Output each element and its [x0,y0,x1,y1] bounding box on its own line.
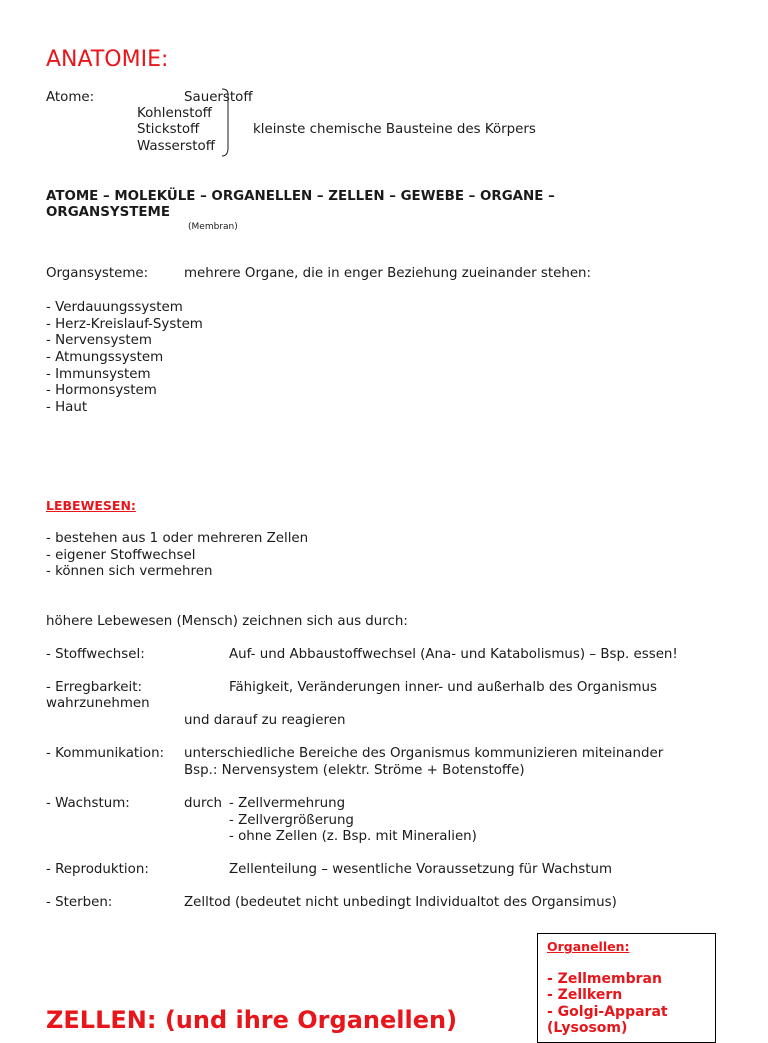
organsysteme-description: mehrere Organe, die in enger Beziehung zueinander stehen: [184,266,592,281]
atome-item-sauerstoff: Sauerstoff [184,90,253,105]
kommunikation-label: - Kommunikation: [46,746,165,761]
list-item: - Zellvergrößerung [229,812,354,828]
sterben-label: - Sterben: [46,895,113,910]
lebewesen-intro: höhere Lebewesen (Mensch) zeichnen sich aus durch: [46,614,408,629]
hierarchy-line-2: ORGANSYSTEME [46,205,170,220]
list-item: - bestehen aus 1 oder mehreren Zellen [46,531,309,546]
list-item: - Zellmembran [547,971,662,987]
wachstum-label: - Wachstum: [46,796,130,811]
list-item: (Lysosom) [547,1020,628,1037]
erregbarkeit-wrap: wahrzunehmen [46,696,150,711]
list-item: - Nervensystem [46,333,152,349]
reproduktion-text: Zellenteilung – wesentliche Voraussetzung für Wachstum [229,862,612,877]
organellen-box [537,933,716,1043]
erregbarkeit-text: Fähigkeit, Veränderungen inner- und außerhalb des Organismus [229,680,658,695]
zellen-heading: ZELLEN: (und ihre Organellen) [46,1006,458,1034]
kommunikation-example: Bsp.: Nervensystem (elektr. Ströme + Botenstoffe) [184,763,525,778]
organsysteme-list [46,300,203,417]
organellen-box-title: Organellen: [547,939,630,954]
list-item: - Zellkern [547,987,623,1004]
list-item: - eigener Stoffwechsel [46,547,196,563]
list-item: - Atmungssystem [46,350,164,366]
hierarchy-line-1: ATOME – MOLEKÜLE – ORGANELLEN – ZELLEN – GEWEBE – ORGANE – [46,189,555,204]
list-item: - Hormonsystem [46,383,157,399]
atome-note: kleinste chemische Bausteine des Körpers [253,122,536,137]
stoffwechsel-label: - Stoffwechsel: [46,647,145,662]
organsysteme-label: Organsysteme: [46,266,149,281]
list-item: - Immunsystem [46,366,151,382]
erregbarkeit-label: - Erregbarkeit: [46,680,142,695]
sterben-text: Zelltod (bedeutet nicht unbedingt Individualtot des Organsimus) [184,895,617,910]
organellen-list [547,971,668,1037]
list-item: - Golgi-Apparat [547,1003,668,1020]
list-item: - Zellvermehrung [229,796,346,811]
list-item: - können sich vermehren [46,564,213,580]
lebewesen-list [46,531,308,581]
lebewesen-heading: LEBEWESEN: [46,498,136,513]
atome-item-kohlenstoff: Kohlenstoff [137,106,212,121]
list-item: - ohne Zellen (z. Bsp. mit Mineralien) [229,829,477,845]
atome-label: Atome: [46,90,95,105]
hierarchy-note: (Membran) [188,222,238,232]
page-title: ANATOMIE: [46,47,169,72]
atome-item-wasserstoff: Wasserstoff [137,139,215,154]
erregbarkeit-continuation: und darauf zu reagieren [184,713,346,728]
kommunikation-text: unterschiedliche Bereiche des Organismus kommunizieren miteinander [184,746,664,761]
list-item: - Verdauungssystem [46,300,183,315]
wachstum-intro: durch [184,796,223,811]
list-item: - Haut [46,400,88,416]
stoffwechsel-text: Auf- und Abbaustoffwechsel (Ana- und Katabolismus) – Bsp. essen! [229,647,678,662]
wachstum-list [229,796,477,846]
curly-brace-icon [222,88,232,158]
list-item: - Herz-Kreislauf-System [46,316,203,332]
atome-item-stickstoff: Stickstoff [137,122,200,137]
reproduktion-label: - Reproduktion: [46,862,149,877]
